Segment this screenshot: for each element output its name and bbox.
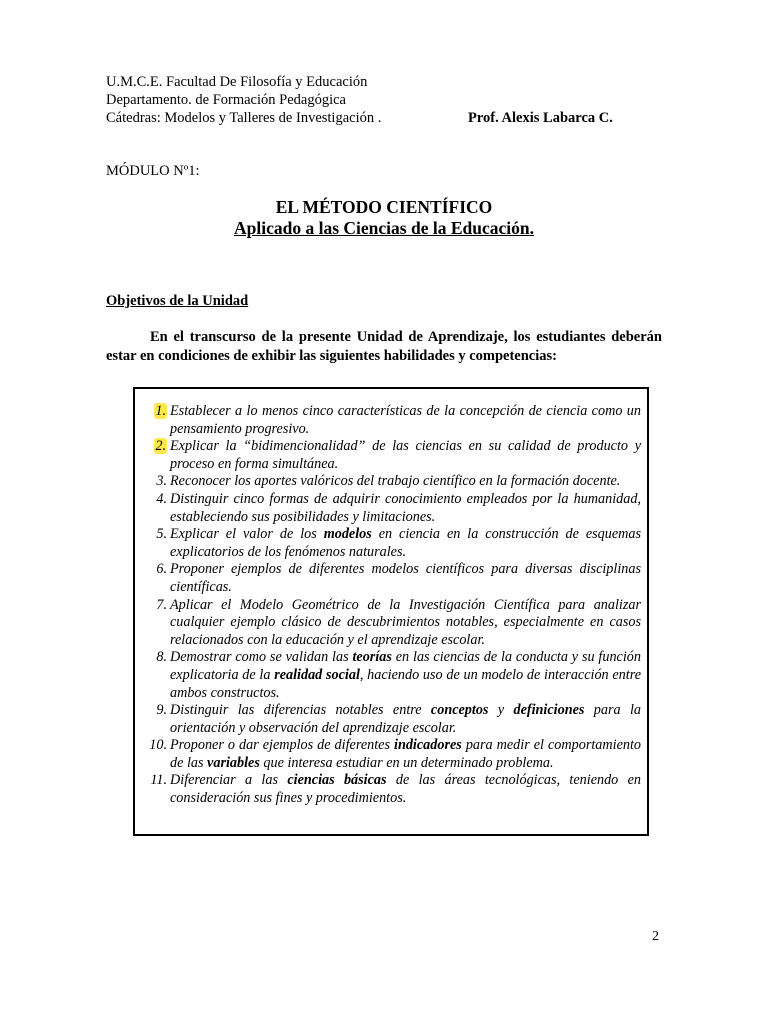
objective-text: Proponer o dar ejemplos de diferentes	[170, 737, 394, 754]
objective-item	[143, 473, 641, 491]
objective-text: Diferenciar a las	[170, 772, 288, 789]
objective-number: 9.	[156, 702, 167, 719]
objectives-heading: Objetivos de la Unidad	[106, 293, 249, 309]
objective-text: en ciencia en la construcción de esquemas explicatorios de los fenómenos naturales.	[170, 526, 641, 560]
objective-number: 5.	[156, 526, 167, 543]
objective-number: 7.	[156, 596, 167, 613]
objective-keyword: ciencias básicas	[287, 772, 387, 789]
objective-text: Establecer a lo menos cinco características de la concepción de ciencia como un pensamiento progresivo.	[170, 403, 641, 437]
objective-item	[143, 737, 641, 772]
objective-item	[143, 526, 641, 561]
objective-number: 6.	[156, 561, 167, 578]
objective-number: 8.	[156, 649, 167, 666]
page-title: EL MÉTODO CIENTÍFICO	[275, 197, 493, 217]
objective-item	[143, 772, 641, 807]
objective-text: y	[488, 702, 514, 719]
header-professor: Prof. Alexis Labarca C.	[468, 110, 613, 126]
header-department: Departamento. de Formación Pedagógica	[106, 92, 346, 108]
objective-text: para la orientación y observación del aprendizaje escolar.	[170, 702, 641, 736]
objective-number: 11.	[150, 772, 167, 789]
objective-text: , haciendo uso de un modelo de interacción entre ambos constructos.	[170, 666, 641, 701]
objective-item	[143, 702, 641, 737]
objective-item	[143, 491, 641, 526]
objective-number: 4.	[156, 490, 167, 507]
objective-keyword: variables	[207, 754, 260, 771]
objective-number: 3.	[156, 473, 167, 490]
objective-item	[143, 649, 641, 702]
objective-text: Distinguir las diferencias notables entre	[170, 702, 431, 719]
objective-number: 1.	[155, 403, 166, 419]
objective-text: de las áreas tecnológicas, teniendo en consideración sus fines y procedimientos.	[170, 772, 642, 807]
intro-paragraph	[106, 328, 662, 366]
header-courses: Cátedras: Modelos y Talleres de Investigación .	[106, 110, 382, 126]
objective-text: que interesa estudiar en un determinado problema.	[259, 754, 554, 771]
objective-keyword: conceptos	[430, 702, 489, 719]
objective-text: Explicar la “bidimencionalidad” de las ciencias en su calidad de producto y proceso en forma simultánea.	[170, 438, 641, 472]
objectives-list	[143, 403, 641, 808]
objective-item	[143, 438, 641, 473]
page-number: 2	[652, 929, 659, 944]
header-institution: U.M.C.E. Facultad De Filosofía y Educación	[106, 74, 368, 90]
intro-text: En el transcurso de la presente Unidad de Aprendizaje, los estudiantes deberán estar en condiciones de exhibir las siguientes habilidades y competencias:	[106, 329, 662, 364]
objective-item	[143, 597, 641, 650]
objective-text: Aplicar el Modelo Geométrico de la Investigación Científica para analizar cualquier ejemplo clásico de descubrimientos notables, especialmente en casos relacionados con la educación y el aprendizaje escolar.	[170, 596, 641, 648]
objective-text: Proponer ejemplos de diferentes modelos científicos para diversas disciplinas científicas.	[170, 561, 641, 595]
objective-keyword: indicadores	[394, 737, 462, 754]
objective-number: 10.	[149, 737, 167, 754]
objective-text: Explicar el valor de los	[170, 526, 324, 543]
objective-text: para medir el comportamiento de las	[170, 737, 641, 771]
objective-text: Demostrar como se validan las	[170, 649, 353, 666]
module-label: MÓDULO Nº1:	[106, 163, 200, 179]
objective-text: en las ciencias de la conducta y su función explicatoria de la	[170, 649, 641, 683]
objective-text: Reconocer los aportes valóricos del trabajo científico en la formación docente.	[170, 473, 621, 490]
objective-keyword: definiciones	[513, 702, 585, 719]
objective-item	[143, 403, 641, 438]
objective-item	[143, 561, 641, 596]
objectives-box	[133, 387, 649, 836]
objective-text: Distinguir cinco formas de adquirir conocimiento empleados por la humanidad, estableciendo sus posibilidades y limitaciones.	[170, 490, 641, 525]
objective-keyword: modelos	[323, 526, 372, 543]
document-header	[106, 73, 666, 127]
objective-keyword: teorías	[352, 649, 392, 666]
objective-number: 2.	[155, 438, 166, 455]
page-subtitle: Aplicado a las Ciencias de la Educación.	[234, 218, 534, 238]
objective-keyword: realidad social	[274, 666, 360, 683]
